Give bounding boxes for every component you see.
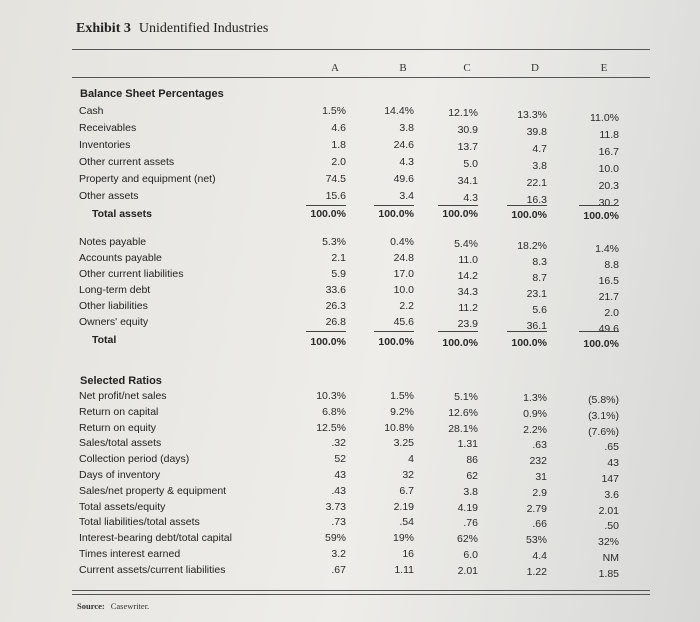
cell-value: 43 (607, 457, 619, 469)
cell-value: 52 (334, 453, 346, 465)
row-label: Net profit/net sales (79, 390, 167, 402)
cell-value: 3.25 (393, 437, 414, 449)
top-rule (72, 49, 650, 50)
cell-value: 2.2 (399, 300, 414, 312)
cell-value: 2.19 (393, 501, 414, 513)
source-label: Source: (77, 601, 105, 611)
subtotal-rule (438, 331, 478, 332)
bottom-rule (72, 590, 650, 591)
cell-value: 30.2 (598, 197, 619, 209)
cell-value: 30.9 (457, 124, 478, 136)
cell-value: 32 (402, 469, 414, 481)
cell-value: .66 (532, 518, 547, 530)
cell-value: 2.2% (523, 424, 547, 436)
ratios-title: Selected Ratios (80, 375, 162, 387)
cell-value: 86 (466, 454, 478, 466)
cell-value: 2.9 (532, 487, 547, 499)
cell-value: 2.1 (331, 252, 346, 264)
cell-value: 1.4% (595, 243, 619, 255)
cell-value: 5.9 (331, 268, 346, 280)
cell-value: 59% (324, 532, 346, 544)
cell-value: 3.8 (463, 486, 478, 498)
cell-value: 26.3 (325, 300, 346, 312)
cell-value: 5.1% (454, 391, 478, 403)
cell-value: 10.0 (598, 163, 619, 175)
cell-value: 10.3% (316, 390, 346, 402)
cell-value: 1.22 (526, 566, 547, 578)
cell-value: 10.0 (393, 284, 414, 296)
row-label: Return on equity (79, 422, 157, 434)
row-label: Interest-bearing debt/total capital (79, 532, 232, 544)
cell-value: 11.2 (458, 302, 478, 314)
subtotal-rule (374, 331, 414, 332)
cell-value: .50 (604, 520, 619, 532)
source-text: Casewriter. (110, 601, 150, 611)
cell-value: 2.0 (331, 156, 346, 168)
subtotal-rule (579, 331, 619, 332)
cell-value: 232 (529, 455, 547, 467)
subtotal-rule (507, 331, 547, 332)
cell-value: 14.4% (384, 105, 414, 117)
cell-value: 62 (466, 470, 478, 482)
cell-value: 53% (525, 534, 547, 546)
cell-value: 6.0 (463, 549, 478, 561)
cell-value: 16.7 (598, 146, 619, 158)
cell-value: 4.6 (331, 122, 346, 134)
cell-value: 3.8 (399, 122, 414, 134)
cell-value: 4.19 (457, 502, 478, 514)
cell-value: .43 (331, 485, 346, 497)
cell-value: 16 (402, 548, 414, 560)
cell-value: 5.0 (463, 158, 478, 170)
cell-value: 4.7 (532, 143, 547, 155)
cell-value: 5.3% (322, 236, 346, 248)
cell-value: 13.3% (517, 109, 547, 121)
cell-value: 1.31 (457, 438, 478, 450)
cell-value: 4.3 (463, 192, 478, 204)
cell-value: 100.0% (583, 210, 619, 222)
cell-value: 3.73 (325, 501, 346, 513)
cell-value: .32 (331, 437, 346, 449)
row-label: Cash (79, 105, 104, 117)
column-header: C (463, 62, 471, 74)
exhibit-title (76, 21, 268, 37)
cell-value: 20.3 (598, 180, 619, 192)
cell-value: 2.01 (598, 505, 619, 517)
row-label: Days of inventory (79, 469, 161, 481)
cell-value: 1.5% (322, 105, 346, 117)
cell-value: 0.9% (523, 408, 547, 420)
cell-value: 33.6 (325, 284, 346, 296)
cell-value: 6.7 (399, 485, 414, 497)
row-label: Other current liabilities (79, 268, 184, 280)
cell-value: 19% (392, 532, 414, 544)
subtotal-rule (579, 205, 619, 206)
cell-value: 12.5% (316, 422, 346, 434)
cell-value: 3.4 (399, 190, 414, 202)
cell-value: NM (602, 552, 619, 564)
cell-value: 74.5 (325, 173, 346, 185)
cell-value: 23.9 (457, 318, 478, 330)
cell-value: 15.6 (325, 190, 346, 202)
cell-value: 26.8 (325, 316, 346, 328)
cell-value: 34.1 (457, 175, 478, 187)
row-label: Accounts payable (79, 252, 162, 264)
column-header: B (399, 62, 407, 74)
cell-value: 100.0% (583, 338, 619, 350)
cell-value: 12.1% (448, 107, 478, 119)
row-label: Total liabilities/total assets (79, 516, 200, 528)
cell-value: 9.2% (390, 406, 414, 418)
cell-value: .67 (331, 564, 346, 576)
cell-value: 3.2 (331, 548, 346, 560)
row-label: Receivables (79, 122, 137, 134)
subtotal-rule (306, 205, 346, 206)
cell-value: 1.11 (394, 564, 414, 576)
row-label: Notes payable (79, 236, 147, 248)
subtotal-rule (306, 331, 346, 332)
cell-value: (7.6%) (588, 426, 619, 438)
cell-value: 17.0 (393, 268, 414, 280)
cell-value: .65 (604, 441, 619, 453)
cell-value: 31 (535, 471, 547, 483)
cell-value: .76 (463, 517, 478, 529)
cell-value: .63 (532, 439, 547, 451)
cell-value: 1.5% (390, 390, 414, 402)
column-header: D (531, 62, 539, 74)
row-label: Other current assets (79, 156, 175, 168)
cell-value: 13.7 (457, 141, 478, 153)
cell-value: 100.0% (378, 336, 414, 348)
row-label: Other liabilities (79, 300, 148, 312)
cell-value: 24.6 (393, 139, 414, 151)
cell-value: 147 (601, 473, 619, 485)
cell-value: 100.0% (442, 337, 478, 349)
cell-value: (5.8%) (588, 394, 619, 406)
cell-value: 6.8% (322, 406, 346, 418)
cell-value: 3.6 (604, 489, 619, 501)
row-label: Inventories (79, 139, 131, 151)
cell-value: 1.85 (598, 568, 619, 580)
subtotal-rule (374, 205, 414, 206)
cell-value: 10.8% (384, 422, 414, 434)
column-header: A (331, 62, 339, 74)
cell-value: 45.6 (393, 316, 414, 328)
row-label: Sales/net property & equipment (79, 485, 227, 497)
cell-value: 8.3 (532, 256, 547, 268)
row-label: Sales/total assets (79, 437, 162, 449)
cell-value: 100.0% (511, 209, 547, 221)
cell-value: 5.6 (532, 304, 547, 316)
exhibit-title-text: Unidentified Industries (138, 21, 269, 36)
row-label: Long-term debt (79, 284, 151, 296)
subtotal-rule (438, 205, 478, 206)
row-label: Return on capital (79, 406, 159, 418)
cell-value: 23.1 (526, 288, 547, 300)
cell-value: 0.4% (390, 236, 414, 248)
row-label: Current assets/current liabilities (79, 564, 226, 576)
cell-value: 4.4 (532, 550, 547, 562)
source-note (77, 601, 149, 611)
cell-value: (3.1%) (588, 410, 619, 422)
bottom-rule-2 (72, 594, 650, 595)
total-row-label: Total assets (92, 208, 152, 220)
cell-value: .54 (399, 516, 414, 528)
row-label: Total assets/equity (79, 501, 166, 513)
exhibit-number: Exhibit 3 (76, 21, 131, 36)
column-header: E (600, 62, 608, 74)
row-label: Times interest earned (79, 548, 181, 560)
total-row-label: Total (92, 334, 117, 346)
subtotal-rule (507, 205, 547, 206)
cell-value: 1.8 (331, 139, 346, 151)
cell-value: 49.6 (598, 323, 619, 335)
cell-value: 8.7 (532, 272, 547, 284)
cell-value: 62% (456, 533, 478, 545)
cell-value: 2.79 (526, 503, 547, 515)
cell-value: 39.8 (526, 126, 547, 138)
cell-value: 100.0% (378, 208, 414, 220)
row-label: Collection period (days) (79, 453, 190, 465)
cell-value: 49.6 (393, 173, 414, 185)
row-label: Owners' equity (79, 316, 149, 328)
cell-value: 36.1 (526, 320, 547, 332)
cell-value: 11.0 (458, 254, 478, 266)
cell-value: 34.3 (457, 286, 478, 298)
cell-value: 2.0 (604, 307, 619, 319)
cell-value: 100.0% (511, 337, 547, 349)
cell-value: 2.01 (457, 565, 478, 577)
cell-value: 100.0% (310, 336, 346, 348)
cell-value: 1.3% (523, 392, 547, 404)
row-label: Other assets (79, 190, 139, 202)
cell-value: 14.2 (457, 270, 478, 282)
cell-value: 24.8 (393, 252, 414, 264)
cell-value: 11.8 (599, 129, 619, 141)
row-label: Property and equipment (net) (79, 173, 216, 185)
header-rule (72, 77, 650, 78)
cell-value: 100.0% (442, 208, 478, 220)
cell-value: 12.6% (448, 407, 478, 419)
cell-value: 5.4% (454, 238, 478, 250)
balance-sheet-title: Balance Sheet Percentages (80, 88, 224, 100)
cell-value: 4 (408, 453, 414, 465)
cell-value: 22.1 (526, 177, 547, 189)
cell-value: 21.7 (598, 291, 619, 303)
cell-value: 3.8 (532, 160, 547, 172)
cell-value: 28.1% (448, 423, 478, 435)
cell-value: 18.2% (517, 240, 547, 252)
cell-value: 16.3 (526, 194, 547, 206)
cell-value: 8.8 (604, 259, 619, 271)
cell-value: 100.0% (310, 208, 346, 220)
cell-value: 11.0% (590, 112, 619, 124)
cell-value: 32% (597, 536, 619, 548)
cell-value: 16.5 (598, 275, 619, 287)
cell-value: .73 (331, 516, 346, 528)
cell-value: 4.3 (399, 156, 414, 168)
cell-value: 43 (334, 469, 346, 481)
